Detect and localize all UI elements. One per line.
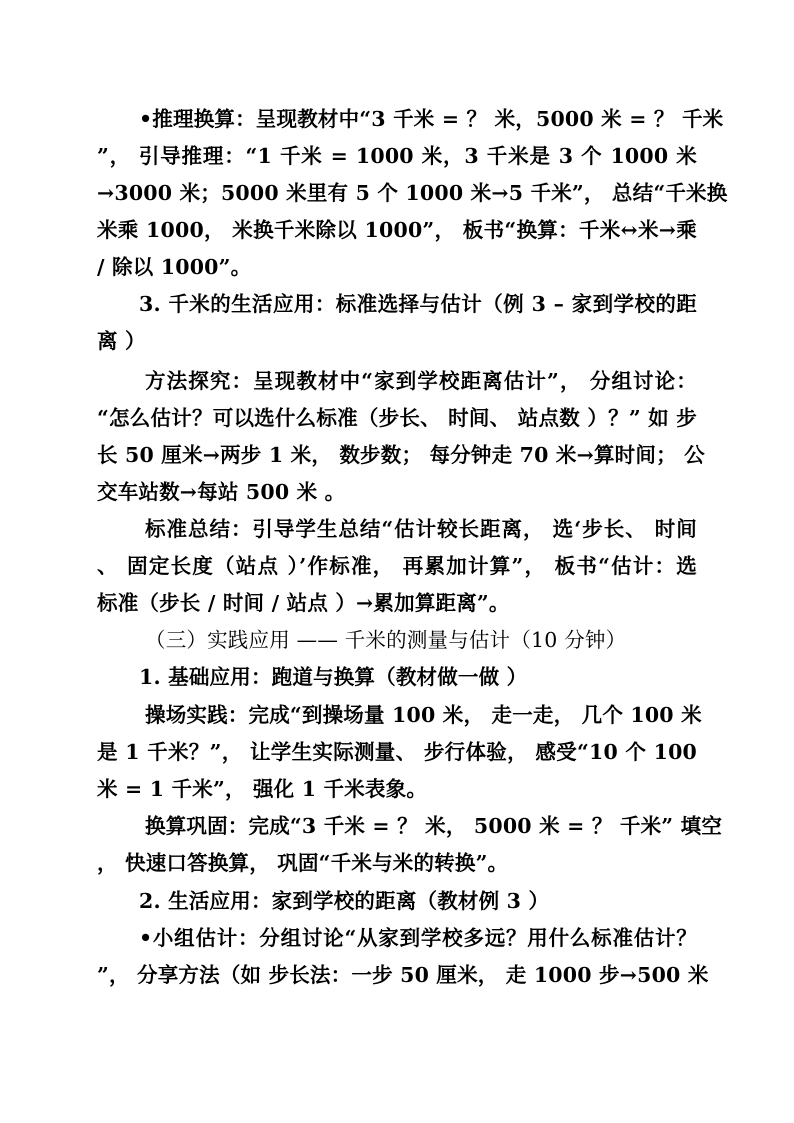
text-line: 交车站数→每站 500 米 。	[97, 480, 346, 504]
section-heading: （三）实践应用 —— 千米的测量与估计（10 分钟）	[145, 628, 627, 652]
text-line: •推理换算：呈现教材中“3 千米 = ？ 米，5000 米 = ？ 千米	[139, 107, 724, 131]
text-line: 长 50 厘米→两步 1 米， 数步数； 每分钟走 70 米→算时间； 公	[97, 443, 705, 467]
text-line: ”， 引导推理：“1 千米 = 1000 米，3 千米是 3 个 1000 米	[97, 144, 697, 168]
text-line: 离 ）	[97, 329, 146, 353]
text-line: / 除以 1000”。	[97, 255, 252, 279]
text-line: 米乘 1000， 米换千米除以 1000”， 板书“换算：千米↔米→乘	[97, 218, 697, 242]
text-line: 换算巩固：完成“3 千米 = ？ 米， 5000 米 = ？ 千米” 填空	[145, 814, 723, 838]
text-line: 米 = 1 千米”， 强化 1 千米表象。	[97, 777, 428, 801]
text-line: 是 1 千米？”， 让学生实际测量、 步行体验， 感受“10 个 100	[97, 740, 697, 764]
text-line: 操场实践：完成“到操场量 100 米， 走一走， 几个 100 米	[145, 703, 702, 727]
text-line: 标准总结：引导学生总结“估计较长距离， 选‘步长、 时间	[145, 517, 697, 541]
text-line: 方法探究：呈现教材中“家到学校距离估计”， 分组讨论：	[145, 369, 697, 393]
text-line: 、 固定长度（站点 ）’作标准， 再累加计算”， 板书“估计：选	[97, 554, 697, 578]
text-line: ”， 分享方法（如 步长法：一步 50 厘米， 走 1000 步→500 米	[97, 963, 709, 987]
section-heading: 2. 生活应用：家到学校的距离（教材例 3 ）	[139, 889, 550, 913]
text-line: 标准（步长 / 时间 / 站点 ）→累加算距离”。	[97, 591, 510, 615]
section-heading: 1. 基础应用：跑道与换算（教材做一做 ）	[139, 665, 528, 689]
text-line: “怎么估计？可以选什么标准（步长、 时间、 站点数 ）？” 如 步	[97, 406, 697, 430]
section-heading: 3. 千米的生活应用：标准选择与估计（例 3 – 家到学校的距	[139, 292, 697, 316]
text-line: →3000 米；5000 米里有 5 个 1000 米→5 千米”， 总结“千米换	[97, 181, 728, 205]
text-line: •小组估计：分组讨论“从家到学校多远？用什么标准估计？	[139, 926, 697, 950]
text-line: ， 快速口答换算， 巩固“千米与米的转换”。	[97, 851, 509, 875]
